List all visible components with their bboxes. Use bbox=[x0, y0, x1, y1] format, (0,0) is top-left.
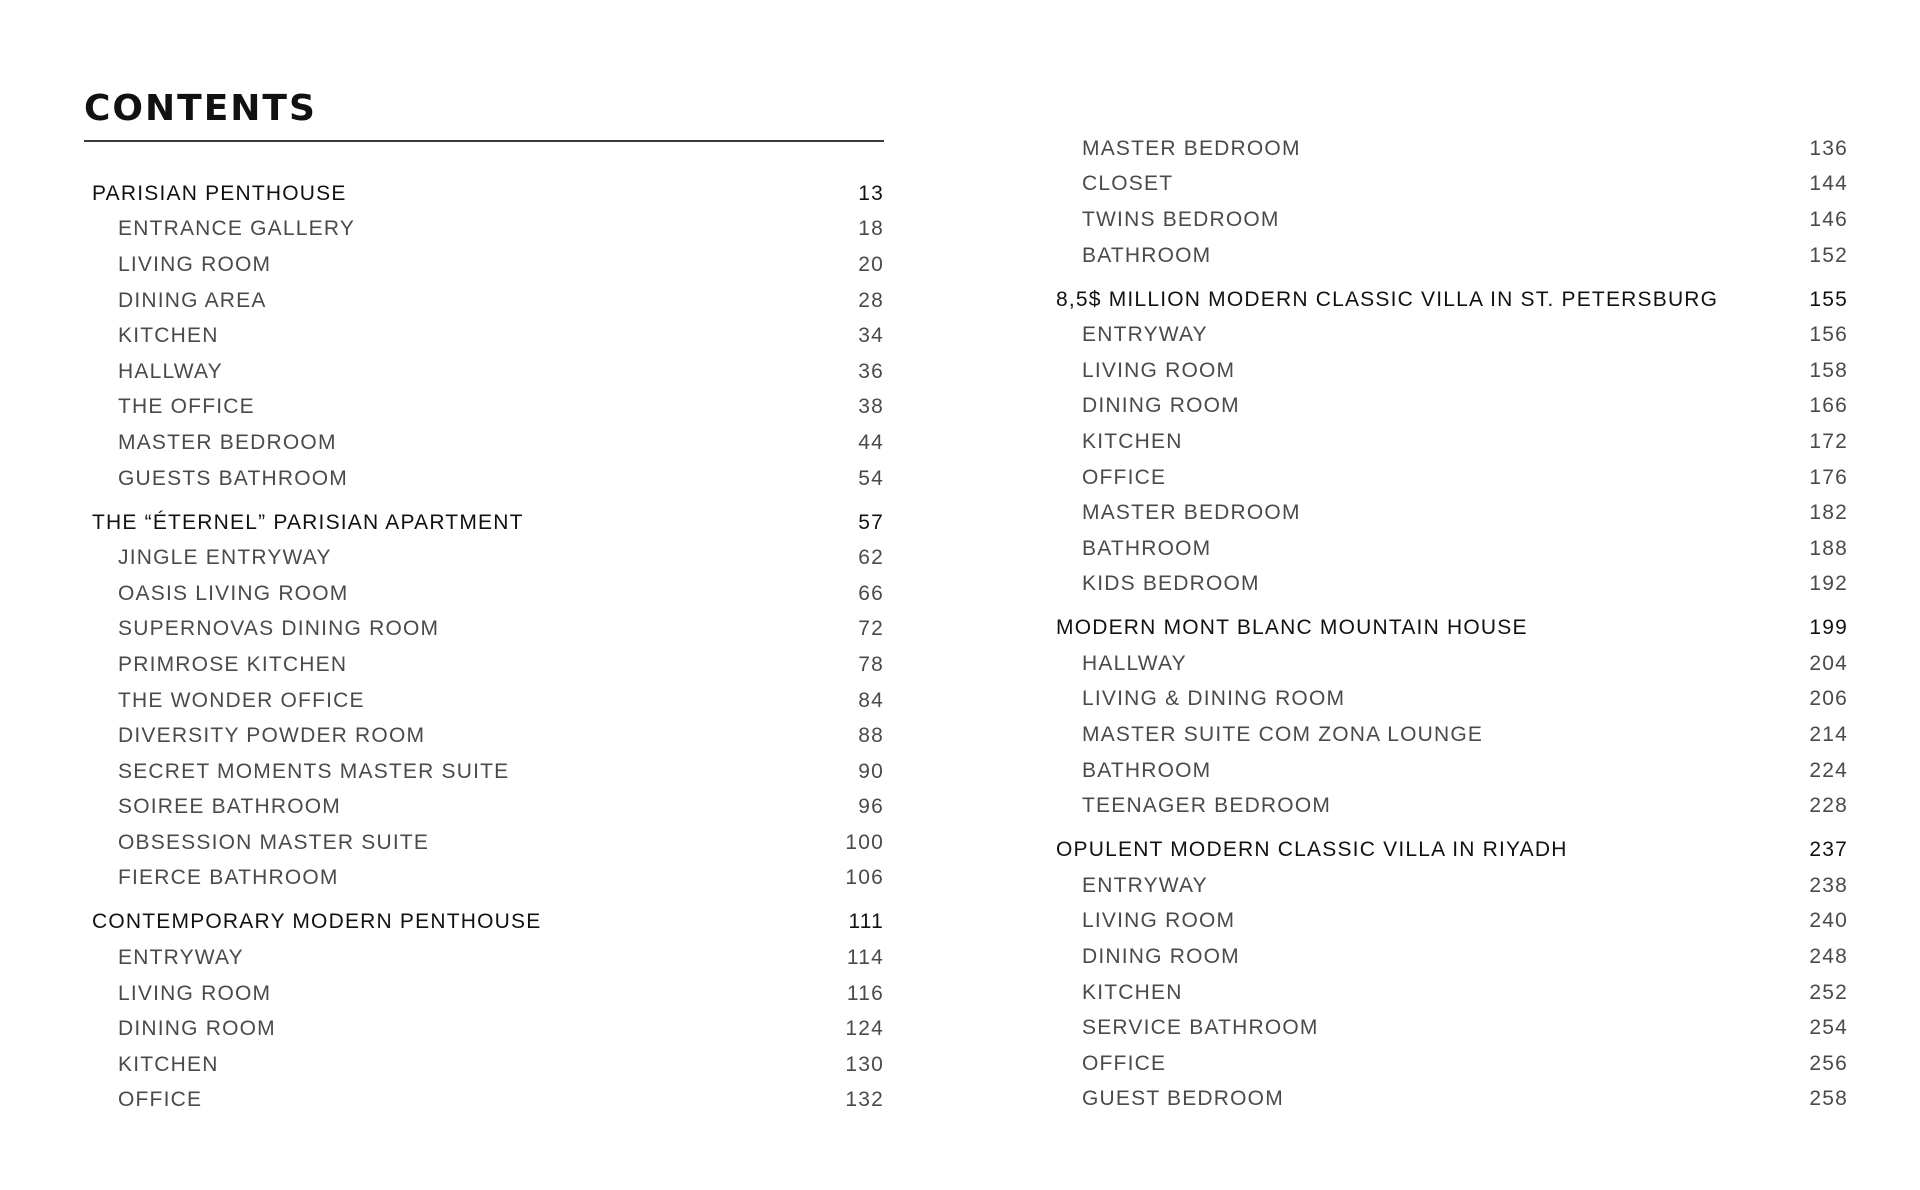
toc-entry-title: MASTER BEDROOM bbox=[1082, 136, 1301, 160]
toc-subentry[interactable] bbox=[1048, 317, 1848, 353]
toc-entry-title: SECRET MOMENTS MASTER SUITE bbox=[118, 759, 510, 783]
toc-entry-title: KITCHEN bbox=[118, 1052, 219, 1076]
toc-subentry[interactable] bbox=[84, 318, 884, 354]
toc-page-number: 146 bbox=[1809, 207, 1848, 231]
toc-subentry[interactable] bbox=[1048, 567, 1848, 603]
toc-subentry[interactable] bbox=[1048, 753, 1848, 789]
toc-subentry[interactable] bbox=[1048, 389, 1848, 425]
toc-section-entry[interactable] bbox=[1048, 832, 1848, 868]
toc-section-title: OPULENT MODERN CLASSIC VILLA IN RIYADH bbox=[1056, 838, 1568, 862]
toc-subentry[interactable] bbox=[1048, 353, 1848, 389]
toc-subentry[interactable] bbox=[1048, 788, 1848, 824]
page-title: CONTENTS bbox=[84, 88, 317, 129]
toc-page-number: 192 bbox=[1809, 572, 1848, 596]
toc-subentry[interactable] bbox=[84, 647, 884, 683]
toc-entry-title: ENTRANCE GALLERY bbox=[118, 217, 356, 241]
toc-subentry[interactable] bbox=[84, 683, 884, 719]
toc-entry-title: KITCHEN bbox=[1082, 980, 1183, 1004]
toc-subentry[interactable] bbox=[1048, 717, 1848, 753]
toc-entry-title: KITCHEN bbox=[118, 324, 219, 348]
toc-subentry[interactable] bbox=[84, 354, 884, 390]
toc-page-number: 156 bbox=[1809, 323, 1848, 347]
toc-entry-title: OFFICE bbox=[1082, 465, 1167, 489]
toc-subentry[interactable] bbox=[1048, 904, 1848, 940]
toc-subentry[interactable] bbox=[84, 1083, 884, 1119]
toc-entry-title: MASTER SUITE COM ZONA LOUNGE bbox=[1082, 723, 1484, 747]
toc-page-number: 20 bbox=[858, 252, 884, 276]
toc-page-number: 57 bbox=[858, 510, 884, 534]
toc-subentry[interactable] bbox=[84, 212, 884, 248]
toc-page-number: 136 bbox=[1809, 136, 1848, 160]
toc-page-number: 152 bbox=[1809, 243, 1848, 267]
toc-entry-title: LIVING ROOM bbox=[118, 252, 272, 276]
toc-section-entry[interactable] bbox=[1048, 611, 1848, 647]
toc-entry-title: BATHROOM bbox=[1082, 243, 1212, 267]
toc-page-number: 144 bbox=[1809, 172, 1848, 196]
toc-page-number: 130 bbox=[845, 1052, 884, 1076]
toc-page-number: 54 bbox=[858, 466, 884, 490]
toc-subentry[interactable] bbox=[1048, 167, 1848, 203]
toc-entry-title: KITCHEN bbox=[1082, 429, 1183, 453]
toc-subentry[interactable] bbox=[84, 940, 884, 976]
toc-entry-title: JINGLE ENTRYWAY bbox=[118, 546, 332, 570]
toc-subentry[interactable] bbox=[1048, 495, 1848, 531]
toc-entry-title: ENTRYWAY bbox=[1082, 873, 1208, 897]
toc-page-number: 204 bbox=[1809, 651, 1848, 675]
toc-subentry[interactable] bbox=[1048, 682, 1848, 718]
toc-entry-title: FIERCE BATHROOM bbox=[118, 866, 339, 890]
toc-page-number: 199 bbox=[1809, 616, 1848, 640]
toc-subentry[interactable] bbox=[1048, 1010, 1848, 1046]
toc-subentry[interactable] bbox=[84, 1047, 884, 1083]
toc-section-title: MODERN MONT BLANC MOUNTAIN HOUSE bbox=[1056, 616, 1528, 640]
toc-entry-title: TEENAGER BEDROOM bbox=[1082, 794, 1332, 818]
toc-page-number: 237 bbox=[1809, 838, 1848, 862]
toc-entry-title: ENTRYWAY bbox=[118, 946, 244, 970]
toc-entry-title: THE WONDER OFFICE bbox=[118, 688, 365, 712]
toc-entry-title: PRIMROSE KITCHEN bbox=[118, 652, 348, 676]
toc-page-number: 106 bbox=[845, 866, 884, 890]
toc-section-entry[interactable] bbox=[84, 505, 884, 541]
toc-entry-title: DINING ROOM bbox=[1082, 945, 1240, 969]
toc-subentry[interactable] bbox=[1048, 131, 1848, 167]
toc-subentry[interactable] bbox=[1048, 868, 1848, 904]
toc-entry-title: GUEST BEDROOM bbox=[1082, 1087, 1284, 1111]
toc-page-number: 116 bbox=[846, 981, 884, 1005]
toc-entry-title: LIVING ROOM bbox=[1082, 358, 1236, 382]
toc-entry-title: OFFICE bbox=[118, 1088, 203, 1112]
toc-page-number: 38 bbox=[858, 395, 884, 419]
toc-page-number: 252 bbox=[1809, 980, 1848, 1004]
toc-page-number: 90 bbox=[858, 759, 884, 783]
toc-entry-title: DINING ROOM bbox=[1082, 394, 1240, 418]
toc-section-entry[interactable] bbox=[84, 176, 884, 212]
toc-page-number: 176 bbox=[1809, 465, 1848, 489]
toc-subentry[interactable] bbox=[84, 540, 884, 576]
toc-subentry[interactable] bbox=[84, 461, 884, 497]
toc-page-number: 44 bbox=[858, 430, 884, 454]
toc-entry-title: DIVERSITY POWDER ROOM bbox=[118, 724, 426, 748]
toc-page-number: 28 bbox=[858, 288, 884, 312]
toc-page-number: 111 bbox=[848, 910, 884, 934]
toc-page-number: 166 bbox=[1809, 394, 1848, 418]
toc-page-number: 240 bbox=[1809, 909, 1848, 933]
toc-subentry[interactable] bbox=[1048, 646, 1848, 682]
toc-subentry[interactable] bbox=[84, 390, 884, 426]
toc-page-number: 206 bbox=[1809, 687, 1848, 711]
toc-subentry[interactable] bbox=[1048, 460, 1848, 496]
toc-section-title: CONTEMPORARY MODERN PENTHOUSE bbox=[92, 910, 542, 934]
toc-page-number: 66 bbox=[858, 581, 884, 605]
toc-subentry[interactable] bbox=[84, 247, 884, 283]
title-divider bbox=[84, 140, 884, 142]
toc-section-entry[interactable] bbox=[84, 905, 884, 941]
toc-subentry[interactable] bbox=[84, 976, 884, 1012]
toc-entry-title: LIVING ROOM bbox=[1082, 909, 1236, 933]
toc-entry-title: DINING AREA bbox=[118, 288, 267, 312]
toc-page-number: 172 bbox=[1809, 429, 1848, 453]
toc-page-number: 256 bbox=[1809, 1051, 1848, 1075]
toc-page-number: 124 bbox=[845, 1017, 884, 1041]
toc-section-title: 8,5$ MILLION MODERN CLASSIC VILLA IN ST. PETERSBURG bbox=[1056, 287, 1719, 311]
toc-entry-title: OASIS LIVING ROOM bbox=[118, 581, 349, 605]
toc-page-number: 36 bbox=[858, 359, 884, 383]
toc-entry-title: THE OFFICE bbox=[118, 395, 255, 419]
toc-section-title: PARISIAN PENTHOUSE bbox=[92, 181, 347, 205]
toc-subentry[interactable] bbox=[1048, 238, 1848, 274]
toc-subentry[interactable] bbox=[1048, 424, 1848, 460]
toc-page-number: 188 bbox=[1809, 536, 1848, 560]
toc-subentry[interactable] bbox=[1048, 202, 1848, 238]
toc-section-title: THE “ÉTERNEL” PARISIAN APARTMENT bbox=[92, 510, 524, 534]
toc-page-number: 224 bbox=[1809, 758, 1848, 782]
toc-entry-title: OFFICE bbox=[1082, 1051, 1167, 1075]
toc-subentry[interactable] bbox=[84, 576, 884, 612]
toc-page-number: 155 bbox=[1809, 287, 1848, 311]
toc-entry-title: SOIREE BATHROOM bbox=[118, 795, 341, 819]
toc-entry-title: SERVICE BATHROOM bbox=[1082, 1016, 1319, 1040]
toc-subentry[interactable] bbox=[84, 825, 884, 861]
toc-subentry[interactable] bbox=[84, 1011, 884, 1047]
toc-subentry[interactable] bbox=[84, 861, 884, 897]
toc-entry-title: LIVING & DINING ROOM bbox=[1082, 687, 1346, 711]
toc-entry-title: GUESTS BATHROOM bbox=[118, 466, 348, 490]
contents-column-left bbox=[84, 176, 884, 1118]
toc-page-number: 72 bbox=[858, 617, 884, 641]
toc-page-number: 158 bbox=[1809, 358, 1848, 382]
toc-page-number: 258 bbox=[1809, 1087, 1848, 1111]
toc-page-number: 84 bbox=[858, 688, 884, 712]
toc-entry-title: SUPERNOVAS DINING ROOM bbox=[118, 617, 440, 641]
toc-subentry[interactable] bbox=[1048, 975, 1848, 1011]
toc-entry-title: DINING ROOM bbox=[118, 1017, 276, 1041]
toc-entry-title: HALLWAY bbox=[118, 359, 223, 383]
toc-entry-title: MASTER BEDROOM bbox=[118, 430, 337, 454]
toc-page-number: 214 bbox=[1809, 723, 1848, 747]
toc-subentry[interactable] bbox=[84, 283, 884, 319]
toc-section-entry[interactable] bbox=[1048, 282, 1848, 318]
contents-column-right bbox=[1048, 131, 1848, 1117]
toc-page-number: 248 bbox=[1809, 945, 1848, 969]
toc-entry-title: MASTER BEDROOM bbox=[1082, 501, 1301, 525]
toc-entry-title: TWINS BEDROOM bbox=[1082, 207, 1280, 231]
toc-page-number: 96 bbox=[858, 795, 884, 819]
toc-entry-title: ENTRYWAY bbox=[1082, 323, 1208, 347]
toc-page-number: 114 bbox=[846, 946, 884, 970]
toc-page-number: 78 bbox=[858, 652, 884, 676]
toc-page-number: 228 bbox=[1809, 794, 1848, 818]
toc-subentry[interactable] bbox=[84, 754, 884, 790]
toc-page-number: 100 bbox=[845, 830, 884, 854]
toc-page-number: 13 bbox=[858, 181, 884, 205]
toc-entry-title: LIVING ROOM bbox=[118, 981, 272, 1005]
toc-page-number: 62 bbox=[858, 546, 884, 570]
toc-entry-title: BATHROOM bbox=[1082, 536, 1212, 560]
toc-subentry[interactable] bbox=[1048, 531, 1848, 567]
toc-page-number: 88 bbox=[858, 724, 884, 748]
toc-subentry[interactable] bbox=[1048, 939, 1848, 975]
toc-page-number: 182 bbox=[1809, 501, 1848, 525]
toc-entry-title: HALLWAY bbox=[1082, 651, 1187, 675]
toc-page-number: 254 bbox=[1809, 1016, 1848, 1040]
toc-page-number: 18 bbox=[858, 217, 884, 241]
toc-entry-title: OBSESSION MASTER SUITE bbox=[118, 830, 430, 854]
toc-page-number: 34 bbox=[858, 324, 884, 348]
toc-subentry[interactable] bbox=[1048, 1082, 1848, 1118]
toc-page-number: 238 bbox=[1809, 873, 1848, 897]
toc-page-number: 132 bbox=[845, 1088, 884, 1112]
toc-subentry[interactable] bbox=[84, 789, 884, 825]
toc-subentry[interactable] bbox=[84, 612, 884, 648]
toc-subentry[interactable] bbox=[84, 718, 884, 754]
toc-subentry[interactable] bbox=[1048, 1046, 1848, 1082]
toc-entry-title: KIDS BEDROOM bbox=[1082, 572, 1260, 596]
toc-subentry[interactable] bbox=[84, 425, 884, 461]
toc-entry-title: CLOSET bbox=[1082, 172, 1174, 196]
toc-entry-title: BATHROOM bbox=[1082, 758, 1212, 782]
